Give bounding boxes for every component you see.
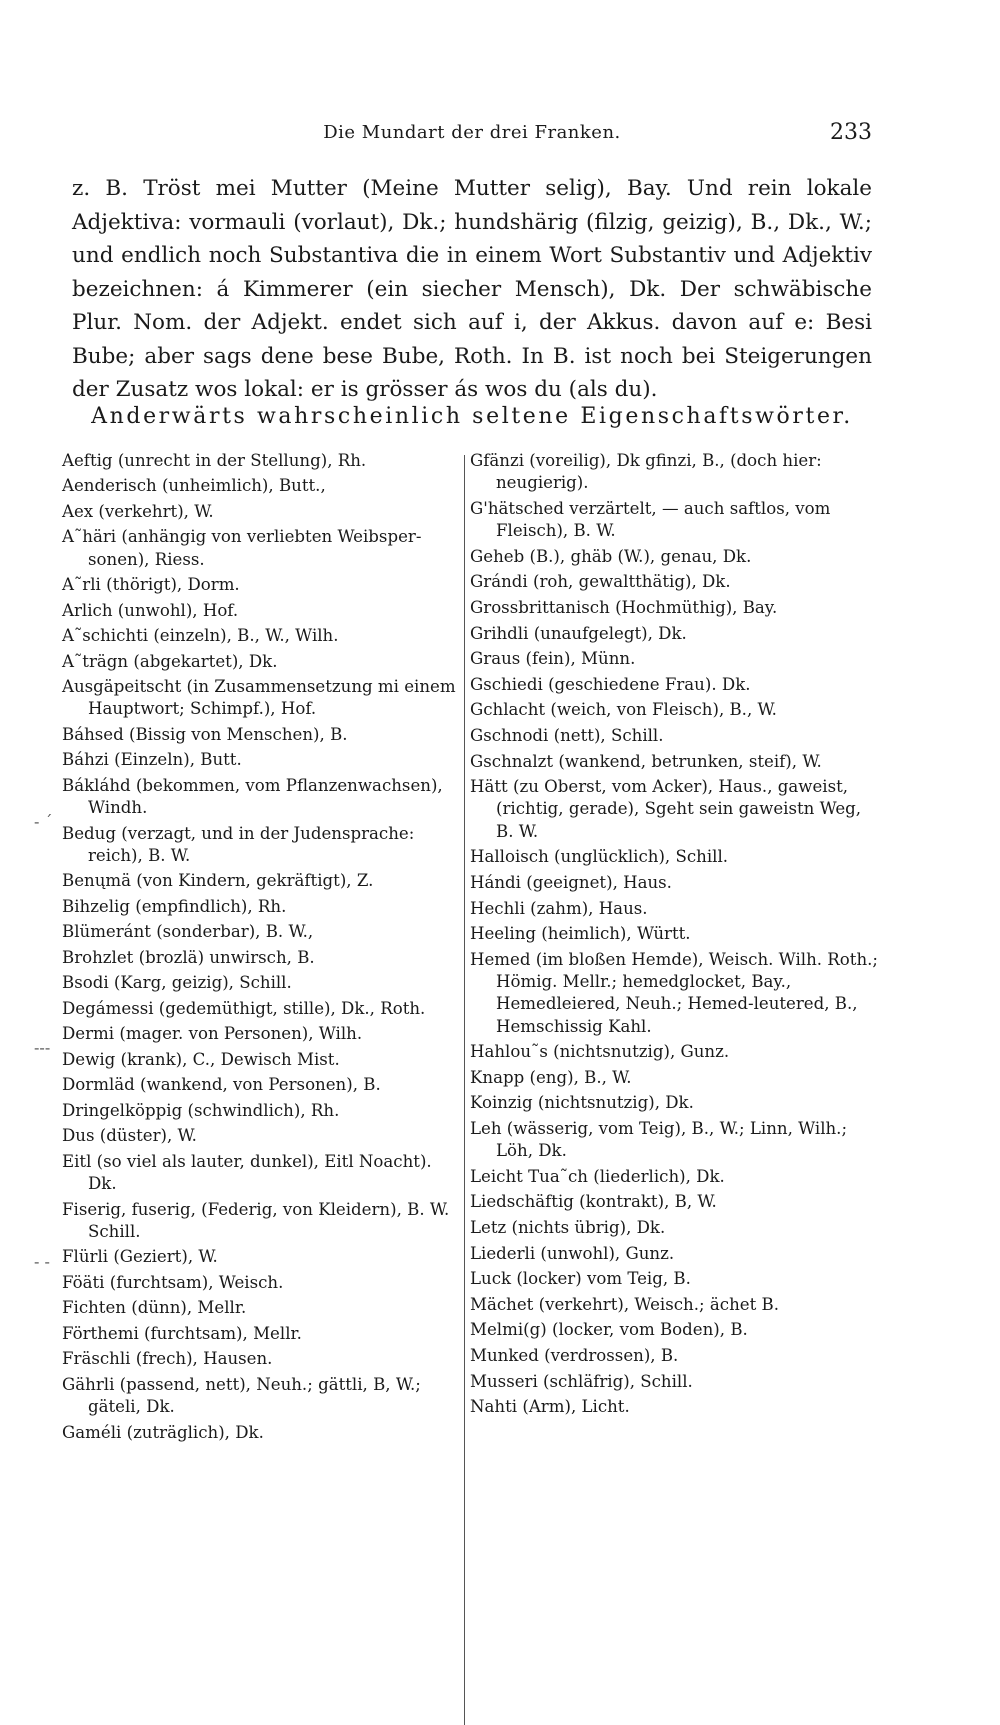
- glossary-entry: Báhsed (Bissig von Menschen), B.: [62, 724, 348, 744]
- glossary-entry: Heeling (heimlich), Württ.: [470, 924, 691, 944]
- glossary-entry: Dormläd (wankend, von Personen), B.: [62, 1075, 381, 1095]
- glossary-entry: Liedschäftig (kontrakt), B, W.: [470, 1192, 717, 1212]
- glossary-entry: Gfänzi (voreilig), Dk gfinzi, B., (doch hier: neugierig).: [470, 451, 822, 493]
- pencil-mark-icon: ‑ ‑: [34, 1252, 50, 1271]
- glossary-entry: Leh (wässerig, vom Teig), B., W.; Linn, Wilh.; Löh, Dk.: [470, 1118, 848, 1161]
- glossary-entry: Báhzi (Einzeln), Butt.: [62, 750, 242, 770]
- glossary-entry: Ausgäpeitscht (in Zusammensetzung mi einem Hauptwort; Schimpf.), Hof.: [62, 677, 456, 719]
- left-column: [62, 450, 460, 1447]
- glossary-entry: Gschnodi (nett), Schill.: [470, 725, 664, 745]
- glossary-entry: Dewig (krank), C., Dewisch Mist.: [62, 1049, 340, 1069]
- glossary-entry: Koinzig (nichtsnutzig), Dk.: [470, 1093, 694, 1113]
- glossary-entry: Gährli (passend, nett), Neuh.; gättli, B, W.; gäteli, Dk.: [62, 1374, 421, 1417]
- glossary-entry: Halloisch (unglücklich), Schill.: [470, 847, 729, 867]
- glossary-entry: A˜häri (anhängig von verliebten Weibsper-sonen), Riess.: [62, 527, 422, 569]
- glossary-entry: Gschnalzt (wankend, betrunken, steif), W.: [470, 751, 822, 771]
- glossary-entry: Fichten (dünn), Mellr.: [62, 1298, 247, 1318]
- right-column: [470, 450, 880, 1422]
- column-divider: [464, 455, 465, 1725]
- glossary-entry: Dus (düster), W.: [62, 1126, 197, 1146]
- glossary-entry: Munked (verdrossen), B.: [470, 1346, 679, 1365]
- glossary-entry: A˜rli (thörigt), Dorm.: [62, 575, 240, 595]
- glossary-entry: Hándi (geeignet), Haus.: [470, 872, 672, 892]
- glossary-entry: Aeftig (unrecht in der Stellung), Rh.: [62, 451, 367, 470]
- glossary-entry: Gaméli (zuträglich), Dk.: [62, 1422, 264, 1442]
- running-title: Die Mundart der drei Franken.: [323, 122, 621, 143]
- glossary-entry: Dermi (mager. von Personen), Wilh.: [62, 1024, 363, 1044]
- glossary-entry: Brohzlet (brozlä) unwirsch, B.: [62, 947, 315, 967]
- glossary-entry: Aenderisch (unheimlich), Butt.,: [62, 476, 326, 496]
- glossary-entry: Flürli (Geziert), W.: [62, 1247, 218, 1267]
- glossary-entry: Hechli (zahm), Haus.: [470, 898, 648, 918]
- glossary-columns: [62, 450, 880, 1440]
- glossary-entry: Grossbrittanisch (Hochmüthig), Bay.: [470, 597, 778, 617]
- glossary-entry: Bihzelig (empfindlich), Rh.: [62, 896, 287, 916]
- section-heading: Anderwärts wahrscheinlich seltene Eigenschaftswörter.: [91, 404, 853, 429]
- glossary-entry: Hahlou˜s (nichtsnutzig), Gunz.: [470, 1042, 730, 1062]
- glossary-entry: A˜schichti (einzeln), B., W., Wilh.: [62, 626, 339, 646]
- glossary-entry: Grihdli (unaufgelegt), Dk.: [470, 623, 687, 643]
- running-head: [72, 122, 872, 152]
- glossary-entry: Liederli (unwohl), Gunz.: [470, 1243, 675, 1263]
- glossary-entry: Hemed (im bloßen Hemde), Weisch. Wilh. Roth.; Hömig. Mellr.; hemedglocket, Bay., Hemedleiered, Neuh.; Hemed-leutered, B., Hemschissig Kahl.: [470, 949, 879, 1036]
- glossary-entry: Bedug (verzagt, und in der Judensprache: reich), B. W.: [62, 823, 415, 865]
- page-number: 233: [830, 120, 872, 145]
- glossary-entry: Leicht Tua˜ch (liederlich), Dk.: [470, 1166, 725, 1186]
- pencil-mark-icon: ‑ ´: [34, 812, 53, 831]
- glossary-entry: Musseri (schläfrig), Schill.: [470, 1371, 693, 1391]
- glossary-entry: Knapp (eng), B., W.: [470, 1067, 632, 1087]
- glossary-entry: Nahti (Arm), Licht.: [470, 1397, 630, 1417]
- intro-paragraph-block: [72, 172, 872, 407]
- glossary-entry: Mächet (verkehrt), Weisch.; ächet B.: [470, 1294, 779, 1314]
- glossary-entry: Föäti (furchtsam), Weisch.: [62, 1272, 284, 1292]
- glossary-entry: Bsodi (Karg, geizig), Schill.: [62, 973, 292, 993]
- glossary-entry: Arlich (unwohl), Hof.: [62, 600, 239, 620]
- pencil-mark-icon: ‑‑‑: [34, 1038, 51, 1057]
- glossary-entry: Förthemi (furchtsam), Mellr.: [62, 1323, 302, 1343]
- glossary-entry: Bákláhd (bekommen, vom Pflanzenwachsen), Windh.: [62, 775, 443, 818]
- glossary-entry: Letz (nichts übrig), Dk.: [470, 1218, 666, 1238]
- glossary-entry: Luck (locker) vom Teig, B.: [470, 1269, 691, 1289]
- glossary-entry: A˜trägn (abgekartet), Dk.: [62, 651, 278, 671]
- glossary-entry: Geheb (B.), ghäb (W.), genau, Dk.: [470, 546, 752, 566]
- glossary-entry: Hätt (zu Oberst, vom Acker), Haus., gaweist, (richtig, gerade), Sgeht sein gaweistn Weg, B. W.: [470, 777, 862, 841]
- glossary-entry: Benųmä (von Kindern, gekräftigt), Z.: [62, 871, 374, 891]
- intro-paragraph: z. B. Tröst mei Mutter (Meine Mutter selig), Bay. Und rein lokale Adjektiva: vormauli (vorlaut), Dk.; hundshärig (filzig, geizig), B., Dk., W.; und endlich noch Substantiva die in einem Wort Substantiv und Adjektiv bezeichnen: á Kimmerer (ein siecher Mensch), Dk. Der schwäbische Plur. Nom. der Adjekt. endet sich auf i, der Akkus. davon auf e: Besi Bube; aber sags dene bese Bube, Roth. In B. ist noch bei Steigerungen der Zusatz wos lokal: er is grösser ás wos du (als du).: [72, 176, 872, 402]
- glossary-entry: Eitl (so viel als lauter, dunkel), Eitl Noacht). Dk.: [62, 1151, 432, 1194]
- glossary-entry: Degámessi (gedemüthigt, stille), Dk., Roth.: [62, 998, 426, 1018]
- glossary-entry: Gchlacht (weich, von Fleisch), B., W.: [470, 700, 777, 720]
- glossary-entry: Dringelköppig (schwindlich), Rh.: [62, 1100, 340, 1120]
- glossary-entry: Graus (fein), Münn.: [470, 649, 636, 669]
- glossary-entry: G'hätsched verzärtelt, — auch saftlos, vom Fleisch), B. W.: [470, 498, 831, 541]
- glossary-entry: Fiserig, fuserig, (Federig, von Kleidern), B. W. Schill.: [62, 1199, 450, 1241]
- glossary-entry: Grándi (roh, gewaltthätig), Dk.: [470, 572, 731, 592]
- glossary-entry: Fräschli (frech), Hausen.: [62, 1349, 273, 1369]
- glossary-entry: Blümeránt (sonderbar), B. W.,: [62, 922, 314, 942]
- glossary-entry: Aex (verkehrt), W.: [62, 501, 214, 521]
- glossary-entry: Melmi(g) (locker, vom Boden), B.: [470, 1320, 748, 1340]
- glossary-entry: Gschiedi (geschiedene Frau). Dk.: [470, 674, 751, 694]
